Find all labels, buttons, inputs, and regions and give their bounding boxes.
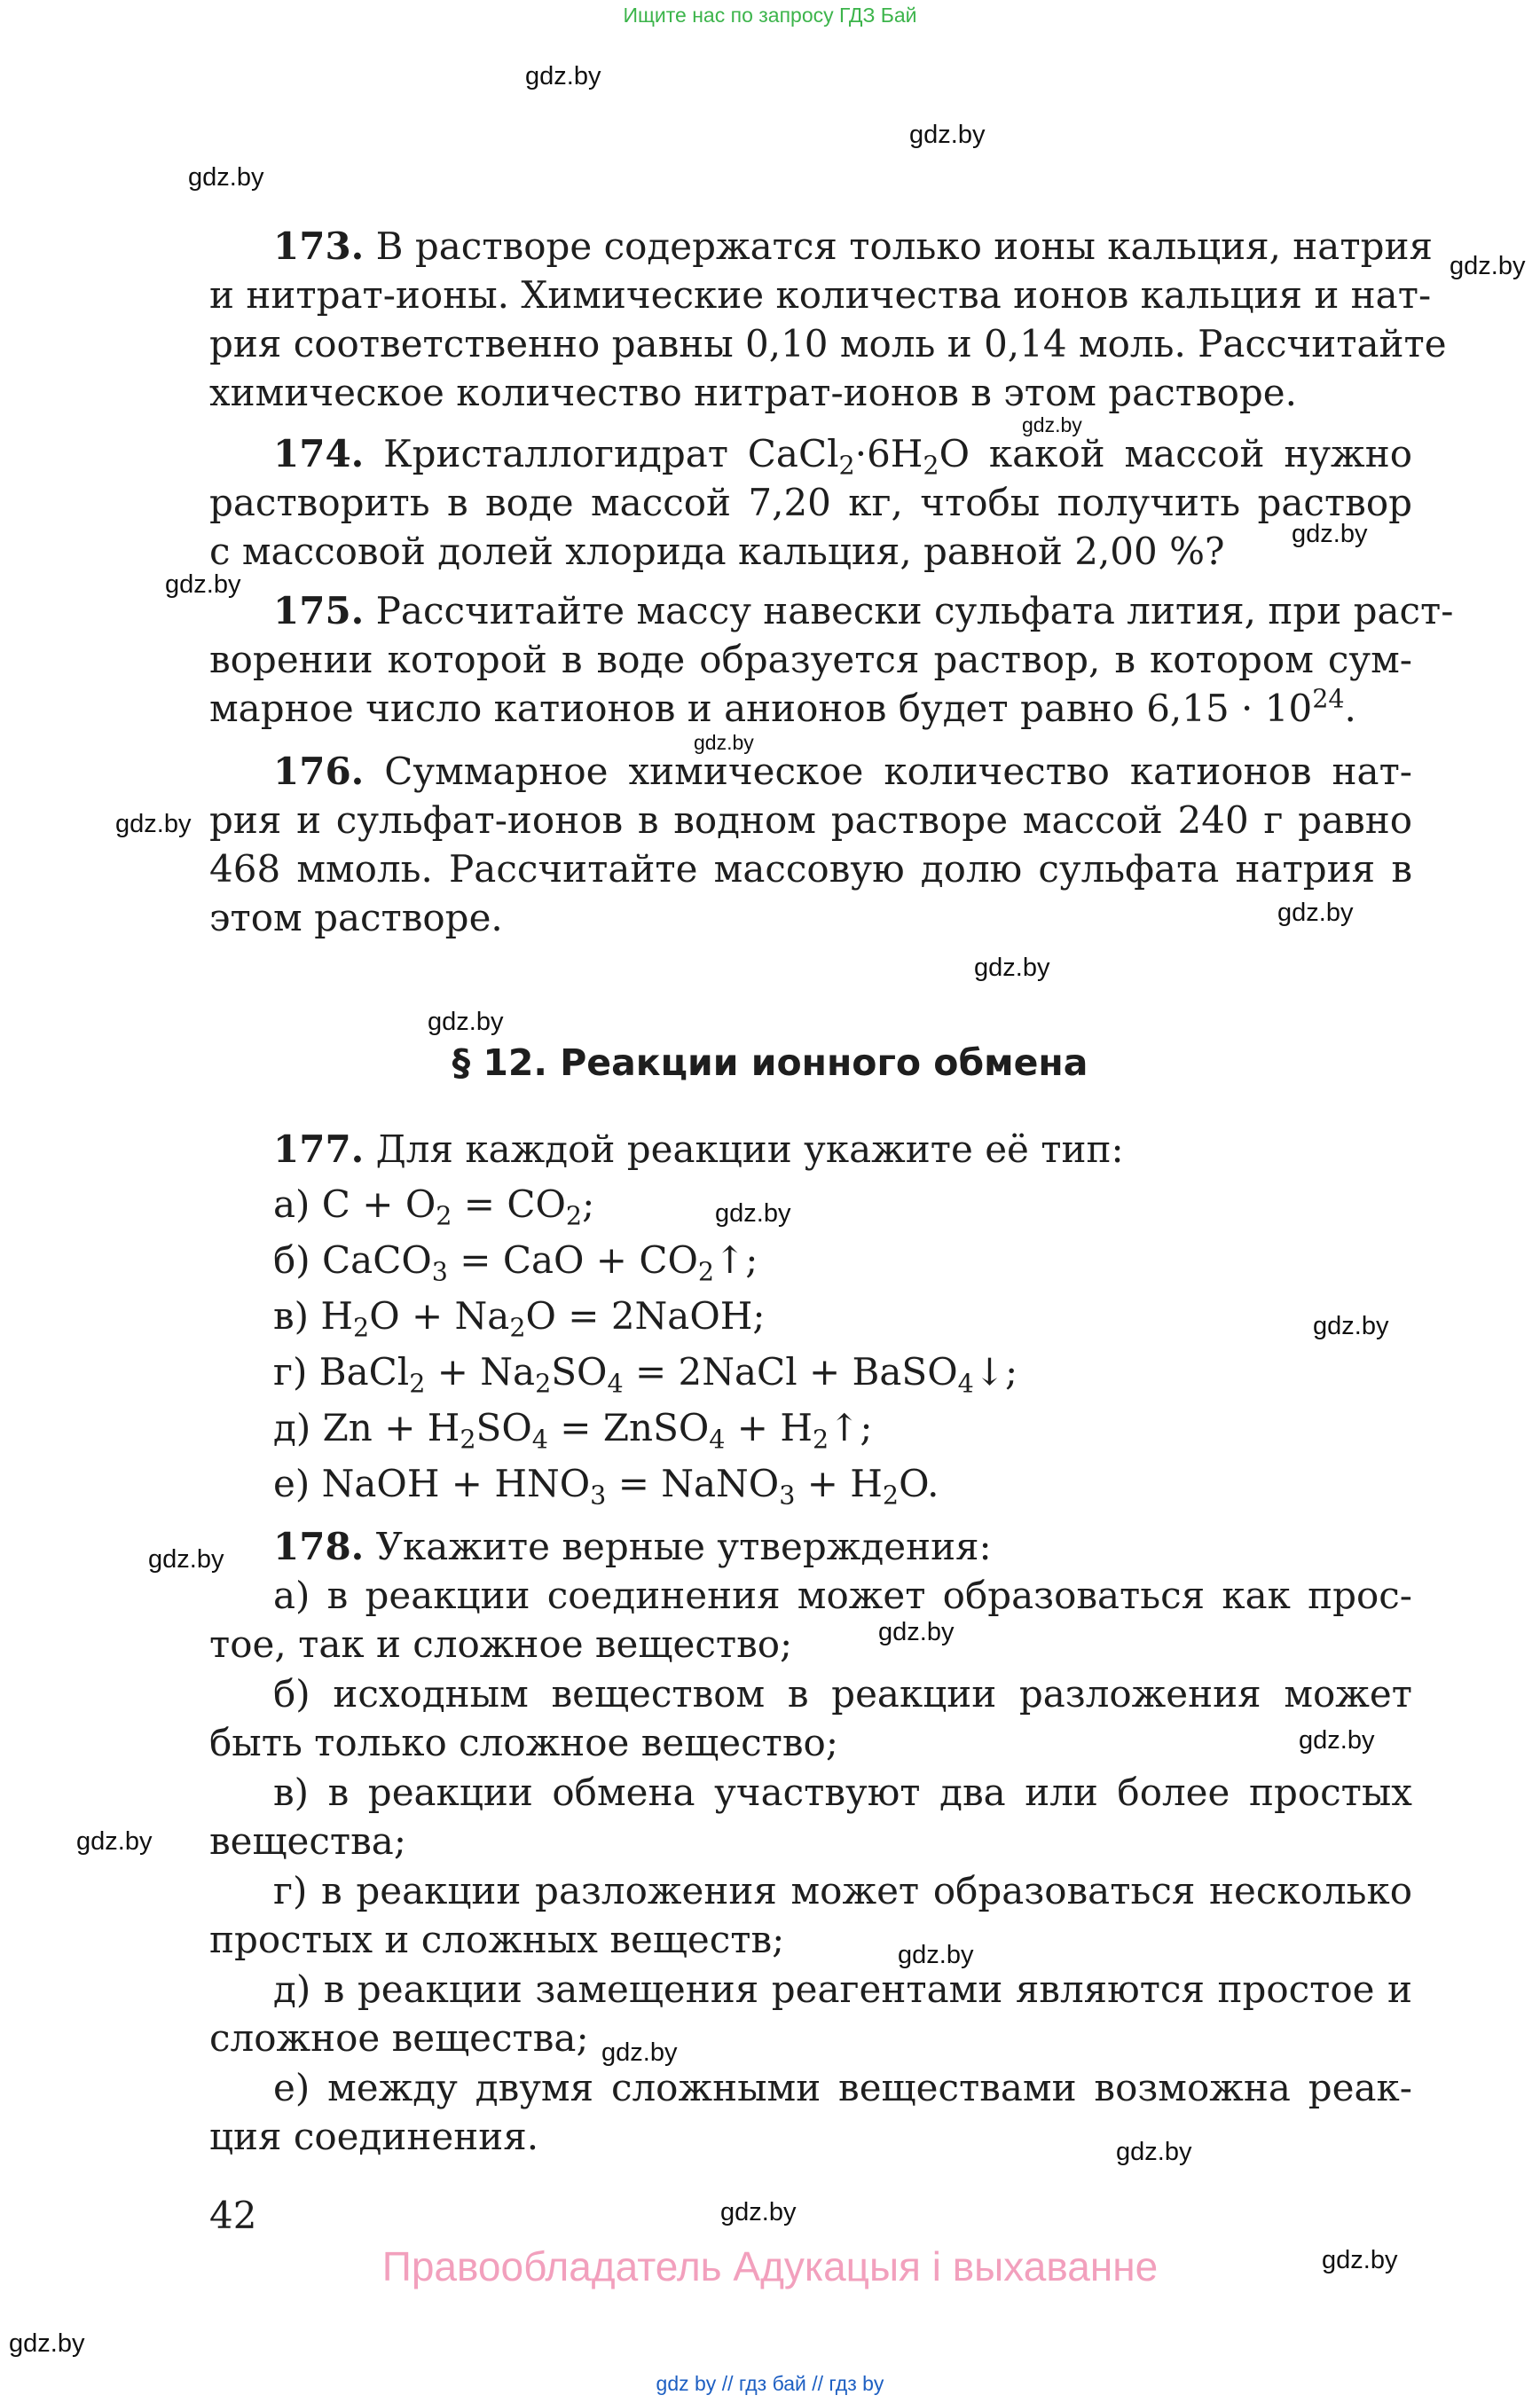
problem-173-line-4: химическое количество нитрат-ионов в этом растворе.	[209, 371, 1297, 414]
watermark: gdz.by	[1292, 520, 1368, 548]
watermark: gdz.by	[9, 2329, 85, 2358]
statement-c-line-2: вещества;	[209, 1819, 406, 1863]
problem-178-number: 178.	[273, 1525, 365, 1568]
watermark: gdz.by	[898, 1941, 974, 1969]
problem-176-line-2: рия и сульфат-ионов в водном растворе массой 240 г равно	[209, 798, 1412, 842]
problem-176-number: 176.	[273, 750, 365, 793]
statement-f-line-2: ция соединения.	[209, 2115, 539, 2158]
watermark: gdz.by	[428, 1008, 504, 1036]
watermark: gdz.by	[76, 1827, 153, 1856]
problem-174-number: 174.	[273, 432, 365, 475]
watermark: gdz.by	[148, 1545, 224, 1574]
problem-173-line-2: и нитрат-ионы. Химические количества ионов кальция и нат-	[209, 273, 1432, 317]
footer-links[interactable]: gdz by // гдз бай // гдз by	[656, 2372, 884, 2395]
reaction-b: б) CaCO$_3$ = CaO + $CO_2↑$;	[273, 1238, 758, 1287]
reaction-a: а) $C + O_2 = CO_2$;	[273, 1182, 595, 1231]
page-number: 42	[209, 2194, 257, 2237]
problem-173-line-1: 173. В растворе содержатся только ионы кальция, натрия	[273, 224, 1433, 268]
watermark: gdz.by	[1116, 2138, 1192, 2166]
watermark: gdz.by	[715, 1199, 791, 1228]
reaction-c: в) $H_2O + Na_2O$ = 2NaOH;	[273, 1294, 766, 1343]
reaction-d: г) BaCl$_2$ + $Na_2SO_4$ = 2NaCl + BaSO$_4$↓;	[273, 1350, 1018, 1399]
watermark: gdz.by	[525, 62, 601, 90]
statement-b-line-2: быть только сложное вещество;	[209, 1721, 838, 1764]
problem-177-number: 177.	[273, 1127, 365, 1171]
problem-176-line-3: 468 ммоль. Рассчитайте массовую долю сульфата натрия в	[209, 847, 1412, 891]
watermark: gdz.by	[909, 121, 986, 149]
problem-174-line-3: с массовой долей хлорида кальция, равной 2,00 %?	[209, 530, 1225, 573]
problem-175-number: 175.	[273, 589, 365, 632]
statement-b-line-1: б) исходным веществом в реакции разложения может	[273, 1672, 1412, 1716]
watermark: gdz.by	[1322, 2246, 1398, 2274]
watermark: gdz.by	[694, 731, 754, 754]
problem-178-line-1: 178. Укажите верные утверждения:	[273, 1525, 992, 1568]
top-banner: Ищите нас по запросу ГДЗ Бай	[623, 4, 917, 27]
statement-d-line-1: г) в реакции разложения может образоваться несколько	[273, 1869, 1412, 1912]
watermark: gdz.by	[1450, 252, 1526, 280]
statement-a-line-1: а) в реакции соединения может образоваться как прос-	[273, 1574, 1412, 1617]
problem-176-line-4: этом растворе.	[209, 896, 503, 939]
section-title: § 12. Реакции ионного обмена	[452, 1041, 1088, 1084]
statement-a-line-2: тое, так и сложное вещество;	[209, 1622, 793, 1666]
problem-175-line-2: ворении которой в воде образуется раствор, в котором сум-	[209, 638, 1412, 681]
copyright-notice: Правообладатель Адукацыя і выхаванне	[381, 2243, 1159, 2289]
statement-d-line-2: простых и сложных веществ;	[209, 1918, 785, 1961]
statement-c-line-1: в) в реакции обмена участвуют два или более простых	[273, 1771, 1412, 1814]
problem-173-line-3: рия соответственно равны 0,10 моль и 0,14 моль. Рассчитайте	[209, 322, 1447, 365]
problem-173-number: 173.	[273, 224, 365, 268]
watermark: gdz.by	[720, 2198, 797, 2226]
watermark: gdz.by	[878, 1618, 955, 1646]
problem-177-line-1: 177. Для каждой реакции укажите её тип:	[273, 1127, 1124, 1171]
problem-175-line-1: 175. Рассчитайте массу навески сульфата лития, при раст-	[273, 589, 1454, 632]
watermark: gdz.by	[165, 570, 241, 599]
watermark: gdz.by	[1277, 899, 1354, 927]
watermark: gdz.by	[188, 163, 264, 192]
statement-e-line-2: сложное вещества;	[209, 2016, 589, 2060]
watermark: gdz.by	[1022, 413, 1082, 436]
problem-176-line-1: 176. Суммарное химическое количество катионов нат-	[273, 750, 1412, 793]
problem-174-line-2: растворить в воде массой 7,20 кг, чтобы получить раствор	[209, 481, 1412, 524]
reaction-e: д) $Zn + H_2SO_4$ = ZnSO$_4$ + $H_2↑$;	[273, 1406, 873, 1455]
problem-174-line-1: 174. Кристаллогидрат $CaCl_2\cdot 6H_2O$ какой массой нужно	[273, 432, 1412, 481]
statement-e-line-1: д) в реакции замещения реагентами являются простое и	[273, 1967, 1412, 2011]
problem-175-line-3: марное число катионов и анионов будет равно $6,15 \cdot 10^{24}$.	[209, 683, 1356, 730]
watermark: gdz.by	[1299, 1726, 1375, 1755]
watermark: gdz.by	[601, 2038, 678, 2067]
statement-f-line-1: е) между двумя сложными веществами возможна реак-	[273, 2066, 1412, 2109]
watermark: gdz.by	[115, 810, 192, 838]
watermark: gdz.by	[974, 954, 1050, 982]
watermark: gdz.by	[1313, 1312, 1389, 1340]
reaction-f: е) NaOH + $HNO_3$ = NaNO$_3$ + $H_2O$.	[273, 1462, 939, 1511]
